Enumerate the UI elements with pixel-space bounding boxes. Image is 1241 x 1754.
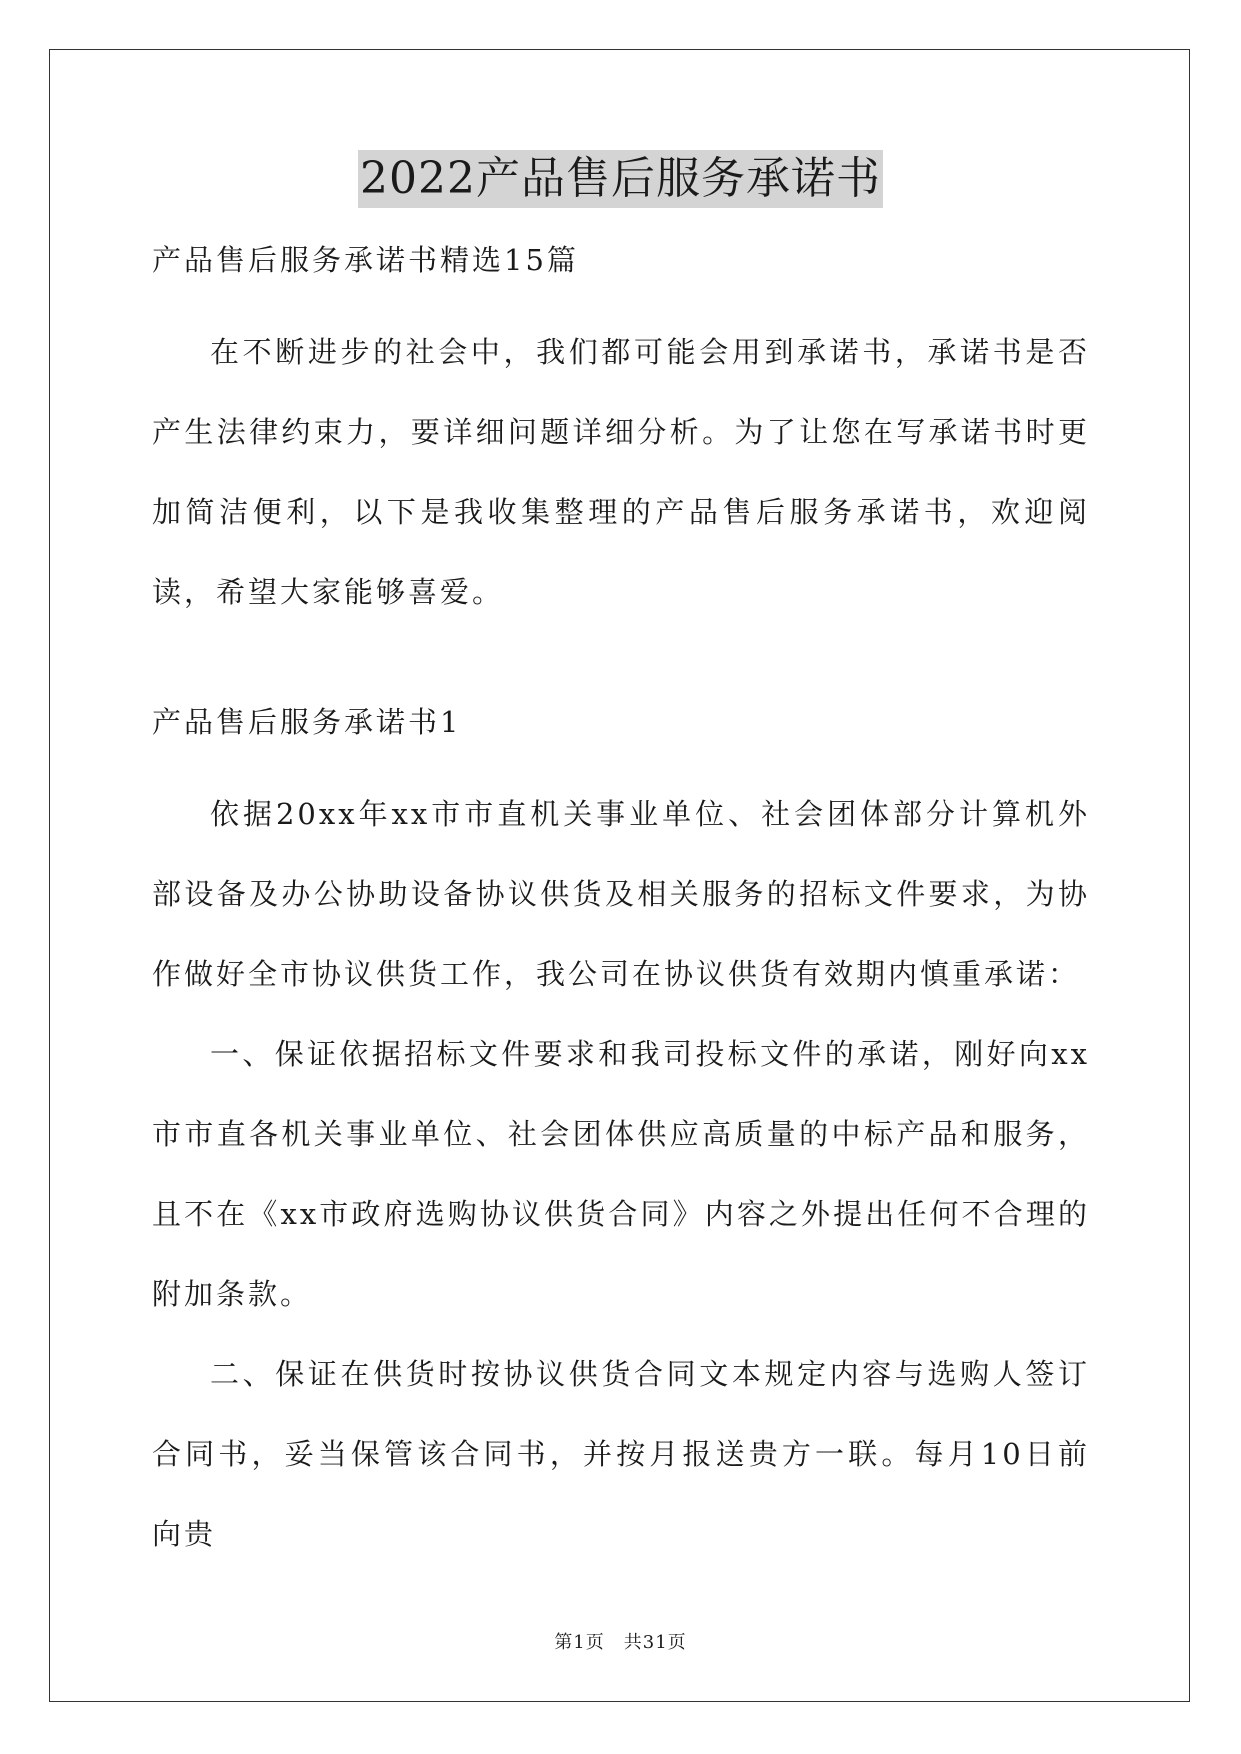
document-subtitle: 产品售后服务承诺书精选15篇 xyxy=(152,243,579,277)
title-container xyxy=(0,150,1241,208)
document-body xyxy=(152,232,1090,1574)
section-heading: 产品售后服务承诺书1 xyxy=(152,705,462,739)
body-paragraph: 依据20xx年xx市市直机关事业单位、社会团体部分计算机外部设备及办公协助设备协议供货及相关服务的招标文件要求，为协作做好全市协议供货工作，我公司在协议供货有效期内慎重承诺： xyxy=(152,797,1090,991)
body-paragraph: 二、保证在供货时按协议供货合同文本规定内容与选购人签订合同书，妥当保管该合同书，并按月报送贵方一联。每月10日前向贵 xyxy=(152,1357,1090,1551)
body-paragraph: 一、保证依据招标文件要求和我司投标文件的承诺，刚好向xx市市直各机关事业单位、社会团体供应高质量的中标产品和服务，且不在《xx市政府选购协议供货合同》内容之外提出任何不合理的附加条款。 xyxy=(152,1037,1090,1311)
page-footer: 第1页 共31页 xyxy=(554,1632,687,1653)
intro-paragraph: 在不断进步的社会中，我们都可能会用到承诺书，承诺书是否产生法律约束力，要详细问题详细分析。为了让您在写承诺书时更加简洁便利，以下是我收集整理的产品售后服务承诺书，欢迎阅读，希望大家能够喜爱。 xyxy=(152,335,1090,609)
document-title: 2022产品售后服务承诺书 xyxy=(358,150,883,208)
